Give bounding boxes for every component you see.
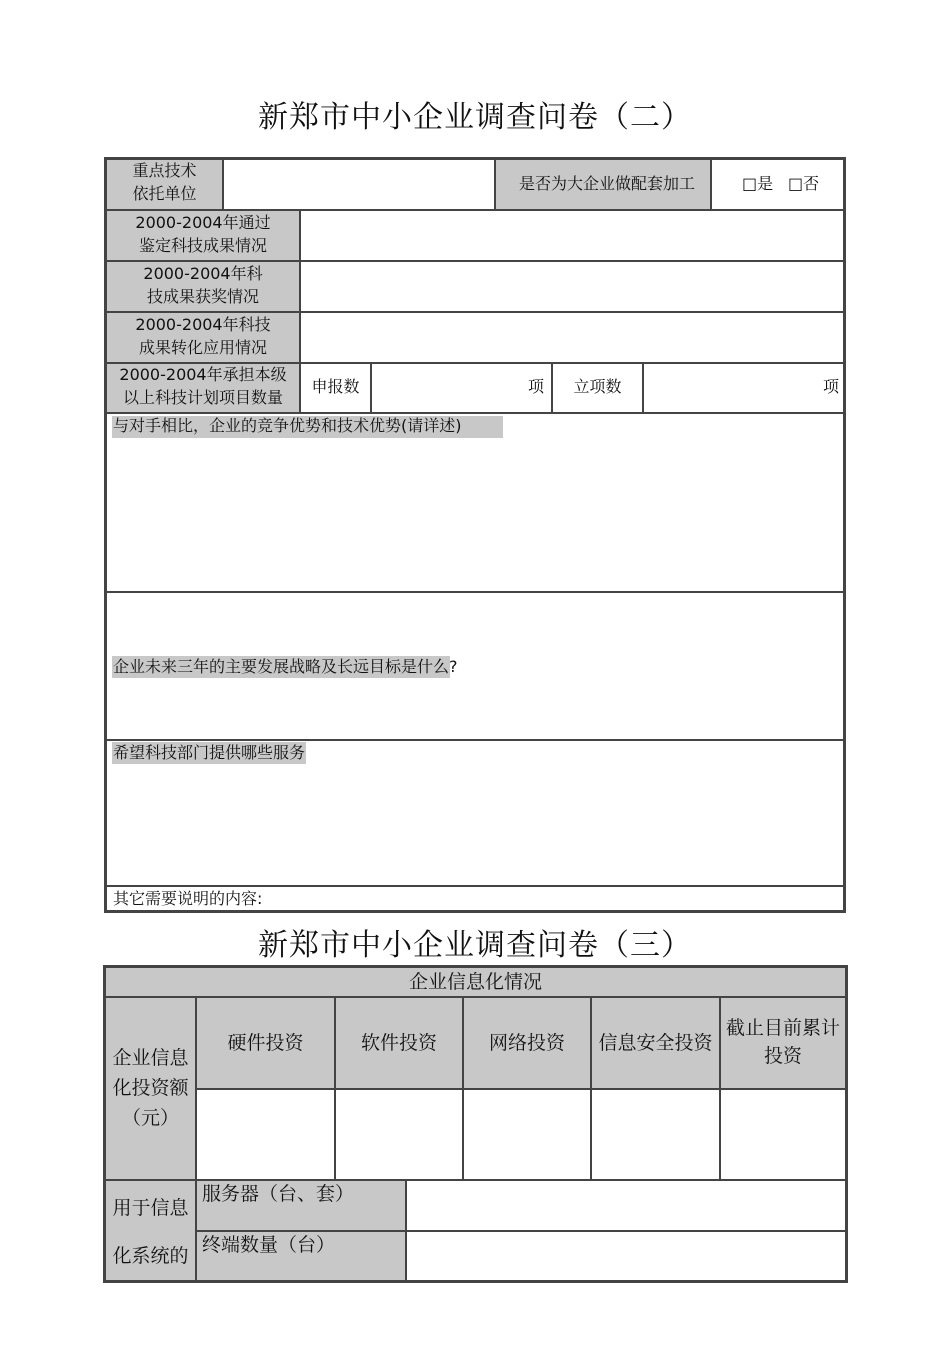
page-title-2: 新郑市中小企业调查问卷（二） <box>258 100 692 135</box>
cumulative-input[interactable] <box>720 1089 846 1180</box>
appraisal-label-2: 鉴定科技成果情况 <box>138 236 267 255</box>
appraisal-input[interactable] <box>300 210 844 261</box>
applied-input[interactable] <box>371 363 552 413</box>
col-software: 软件投资 <box>360 1032 437 1054</box>
awards-label-2: 技成果获奖情况 <box>146 287 259 306</box>
hardware-input[interactable] <box>196 1089 335 1180</box>
projects-label-2: 以上科技计划项目数量 <box>122 388 283 407</box>
col-network: 网络投资 <box>488 1032 565 1054</box>
system-label-1: 用于信息 <box>112 1197 189 1219</box>
invest-label-1: 企业信息 <box>112 1047 189 1069</box>
services-question: 希望科技部门提供哪些服务 <box>113 743 306 762</box>
transfer-input[interactable] <box>300 312 844 363</box>
approved-unit: 项 <box>823 377 840 396</box>
servers-input[interactable] <box>406 1180 846 1231</box>
network-input[interactable] <box>463 1089 591 1180</box>
security-input[interactable] <box>591 1089 720 1180</box>
advantage-answer-area[interactable] <box>106 413 844 592</box>
terminals-label: 终端数量（台） <box>202 1234 336 1256</box>
invest-label-3: （元） <box>121 1107 179 1129</box>
advantage-question: 与对手相比，企业的竞争优势和技术优势(请详述) <box>113 416 462 435</box>
col-cumulative-1: 截止目前累计 <box>725 1017 840 1039</box>
invest-label-2: 化投资额 <box>112 1077 189 1099</box>
awards-label-1: 2000-2004年科 <box>143 264 263 283</box>
transfer-label-1: 2000-2004年科技 <box>135 315 271 334</box>
servers-label: 服务器（台、套） <box>202 1183 355 1205</box>
section-header: 企业信息化情况 <box>408 971 542 993</box>
software-input[interactable] <box>335 1089 463 1180</box>
supporting-options-cell <box>711 159 844 210</box>
terminals-input[interactable] <box>406 1231 846 1281</box>
approved-label: 立项数 <box>573 377 622 396</box>
col-hardware: 硬件投资 <box>227 1032 304 1054</box>
tech-unit-label-2: 依托单位 <box>132 184 197 203</box>
no-checkbox[interactable]: □否 <box>788 174 820 193</box>
projects-label-1: 2000-2004年承担本级 <box>119 365 287 384</box>
system-label-2: 化系统的 <box>112 1245 189 1267</box>
other-question: 其它需要说明的内容: <box>113 889 263 908</box>
supporting-label: 是否为大企业做配套加工 <box>519 174 696 193</box>
yes-checkbox[interactable]: □是 <box>742 174 774 193</box>
col-cumulative-2: 投资 <box>763 1045 802 1067</box>
tech-unit-label-1: 重点技术 <box>132 161 197 180</box>
applied-unit: 项 <box>528 377 545 396</box>
applied-label: 申报数 <box>311 377 360 396</box>
strategy-question: 企业未来三年的主要发展战略及长远目标是什么? <box>113 657 458 676</box>
tech-unit-input[interactable] <box>223 159 495 210</box>
page-title-3: 新郑市中小企业调查问卷（三） <box>258 928 692 963</box>
awards-input[interactable] <box>300 261 844 312</box>
approved-input[interactable] <box>643 363 844 413</box>
transfer-label-2: 成果转化应用情况 <box>138 338 267 357</box>
appraisal-label-1: 2000-2004年通过 <box>135 213 271 232</box>
col-security: 信息安全投资 <box>598 1032 713 1054</box>
